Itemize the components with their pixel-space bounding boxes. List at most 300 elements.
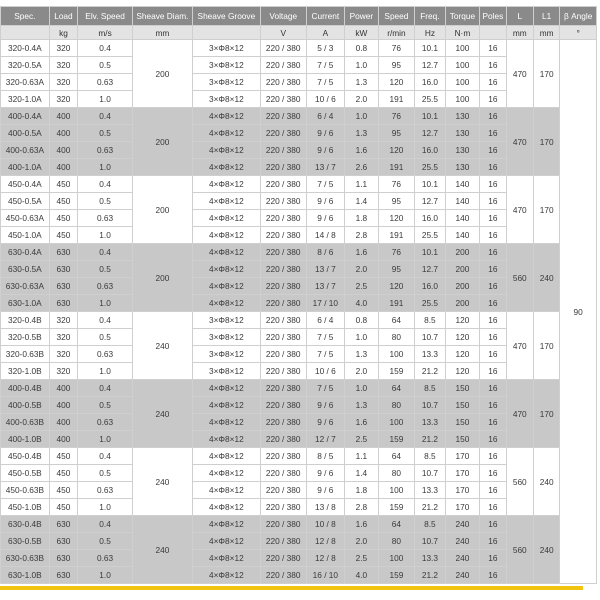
cell-spec: 450-1.0B [1, 499, 50, 516]
cell-speed: 0.63 [78, 278, 133, 295]
cell-freq: 16.0 [415, 74, 445, 91]
cell-rpm: 191 [378, 295, 415, 312]
cell-voltage: 220 / 380 [260, 431, 306, 448]
cell-length-l1: 170 [533, 40, 559, 108]
cell-length-l1: 170 [533, 312, 559, 380]
cell-freq: 8.5 [415, 448, 445, 465]
cell-current: 5 / 3 [306, 40, 345, 57]
cell-sheave-groove: 3×Φ8×12 [192, 57, 260, 74]
cell-speed: 0.4 [78, 176, 133, 193]
cell-current: 8 / 5 [306, 448, 345, 465]
cell-freq: 25.5 [415, 159, 445, 176]
column-header: L [506, 7, 533, 26]
table-row [1, 176, 597, 193]
cell-load: 450 [49, 193, 77, 210]
cell-sheave-groove: 3×Φ8×12 [192, 346, 260, 363]
cell-freq: 8.5 [415, 516, 445, 533]
cell-sheave-groove: 3×Φ8×12 [192, 40, 260, 57]
cell-current: 9 / 6 [306, 397, 345, 414]
cell-freq: 12.7 [415, 193, 445, 210]
cell-speed: 1.0 [78, 159, 133, 176]
unit-label [1, 26, 50, 40]
cell-voltage: 220 / 380 [260, 448, 306, 465]
cell-freq: 25.5 [415, 227, 445, 244]
cell-rpm: 159 [378, 363, 415, 380]
cell-power: 1.3 [345, 397, 379, 414]
cell-load: 630 [49, 550, 77, 567]
column-header: L1 [533, 7, 559, 26]
cell-sheave-groove: 4×Φ8×12 [192, 414, 260, 431]
cell-poles: 16 [480, 278, 506, 295]
cell-length-l: 560 [506, 244, 533, 312]
cell-load: 630 [49, 533, 77, 550]
cell-voltage: 220 / 380 [260, 40, 306, 57]
cell-rpm: 95 [378, 261, 415, 278]
cell-power: 1.3 [345, 125, 379, 142]
cell-rpm: 80 [378, 329, 415, 346]
cell-load: 450 [49, 465, 77, 482]
cell-torque: 170 [445, 465, 480, 482]
cell-poles: 16 [480, 176, 506, 193]
cell-speed: 0.4 [78, 516, 133, 533]
table-row [1, 40, 597, 57]
cell-torque: 100 [445, 40, 480, 57]
cell-torque: 240 [445, 516, 480, 533]
cell-speed: 0.5 [78, 329, 133, 346]
column-header: β Angle [560, 7, 597, 26]
cell-voltage: 220 / 380 [260, 261, 306, 278]
cell-rpm: 80 [378, 533, 415, 550]
cell-speed: 1.0 [78, 295, 133, 312]
cell-voltage: 220 / 380 [260, 533, 306, 550]
cell-freq: 10.1 [415, 108, 445, 125]
cell-length-l1: 170 [533, 176, 559, 244]
cell-current: 8 / 6 [306, 244, 345, 261]
cell-freq: 12.7 [415, 57, 445, 74]
cell-spec: 320-0.5B [1, 329, 50, 346]
cell-spec: 630-0.63A [1, 278, 50, 295]
cell-current: 12 / 8 [306, 533, 345, 550]
table-row [1, 244, 597, 261]
units-row [1, 26, 597, 40]
cell-spec: 400-0.4B [1, 380, 50, 397]
cell-sheave-groove: 3×Φ8×12 [192, 363, 260, 380]
cell-sheave-groove: 4×Φ8×12 [192, 533, 260, 550]
cell-length-l: 560 [506, 448, 533, 516]
cell-power: 1.0 [345, 57, 379, 74]
cell-sheave-groove: 4×Φ8×12 [192, 108, 260, 125]
cell-power: 1.6 [345, 142, 379, 159]
cell-torque: 100 [445, 57, 480, 74]
cell-speed: 0.4 [78, 244, 133, 261]
cell-rpm: 120 [378, 142, 415, 159]
cell-poles: 16 [480, 499, 506, 516]
cell-length-l1: 240 [533, 244, 559, 312]
column-header: Voltage [260, 7, 306, 26]
column-header: Elv. Speed [78, 7, 133, 26]
cell-current: 16 / 10 [306, 567, 345, 584]
cell-load: 320 [49, 91, 77, 108]
cell-sheave-groove: 4×Φ8×12 [192, 550, 260, 567]
column-header: Sheave Groove [192, 7, 260, 26]
cell-torque: 120 [445, 346, 480, 363]
cell-sheave-groove: 4×Φ8×12 [192, 431, 260, 448]
cell-freq: 12.7 [415, 125, 445, 142]
cell-poles: 16 [480, 40, 506, 57]
column-header: Current [306, 7, 345, 26]
cell-torque: 100 [445, 74, 480, 91]
cell-torque: 100 [445, 91, 480, 108]
cell-load: 320 [49, 74, 77, 91]
cell-poles: 16 [480, 159, 506, 176]
cell-spec: 630-1.0B [1, 567, 50, 584]
cell-power: 1.0 [345, 108, 379, 125]
cell-freq: 8.5 [415, 380, 445, 397]
cell-spec: 450-0.4B [1, 448, 50, 465]
cell-sheave-diam: 200 [132, 108, 192, 176]
cell-freq: 10.7 [415, 397, 445, 414]
cell-voltage: 220 / 380 [260, 380, 306, 397]
cell-poles: 16 [480, 227, 506, 244]
cell-load: 400 [49, 108, 77, 125]
cell-power: 2.8 [345, 499, 379, 516]
cell-spec: 320-0.5A [1, 57, 50, 74]
cell-poles: 16 [480, 295, 506, 312]
cell-current: 12 / 8 [306, 550, 345, 567]
cell-voltage: 220 / 380 [260, 482, 306, 499]
cell-load: 400 [49, 414, 77, 431]
cell-poles: 16 [480, 193, 506, 210]
cell-spec: 630-0.4B [1, 516, 50, 533]
cell-sheave-groove: 4×Φ8×12 [192, 499, 260, 516]
cell-speed: 0.63 [78, 482, 133, 499]
cell-sheave-groove: 4×Φ8×12 [192, 567, 260, 584]
cell-spec: 400-0.63A [1, 142, 50, 159]
cell-poles: 16 [480, 74, 506, 91]
cell-load: 630 [49, 295, 77, 312]
cell-spec: 450-0.5A [1, 193, 50, 210]
table-row [1, 312, 597, 329]
cell-sheave-groove: 4×Φ8×12 [192, 227, 260, 244]
cell-power: 2.0 [345, 261, 379, 278]
cell-torque: 170 [445, 448, 480, 465]
column-header: Torque [445, 7, 480, 26]
cell-poles: 16 [480, 125, 506, 142]
cell-voltage: 220 / 380 [260, 227, 306, 244]
cell-speed: 1.0 [78, 567, 133, 584]
cell-speed: 1.0 [78, 91, 133, 108]
cell-speed: 0.5 [78, 193, 133, 210]
cell-speed: 0.63 [78, 142, 133, 159]
cell-spec: 630-0.4A [1, 244, 50, 261]
cell-speed: 0.63 [78, 550, 133, 567]
cell-torque: 150 [445, 397, 480, 414]
cell-rpm: 64 [378, 380, 415, 397]
spec-table [0, 6, 597, 584]
unit-label: Hz [415, 26, 445, 40]
cell-spec: 450-0.63B [1, 482, 50, 499]
cell-beta-angle: 90 [560, 40, 597, 584]
column-header: Power [345, 7, 379, 26]
cell-voltage: 220 / 380 [260, 550, 306, 567]
cell-poles: 16 [480, 57, 506, 74]
cell-poles: 16 [480, 312, 506, 329]
cell-speed: 0.5 [78, 533, 133, 550]
cell-torque: 120 [445, 329, 480, 346]
cell-spec: 400-0.5B [1, 397, 50, 414]
cell-sheave-groove: 4×Φ8×12 [192, 244, 260, 261]
cell-sheave-groove: 4×Φ8×12 [192, 210, 260, 227]
cell-torque: 130 [445, 159, 480, 176]
cell-voltage: 220 / 380 [260, 516, 306, 533]
cell-poles: 16 [480, 363, 506, 380]
column-header: Poles [480, 7, 506, 26]
cell-speed: 0.5 [78, 261, 133, 278]
cell-sheave-groove: 4×Φ8×12 [192, 516, 260, 533]
cell-rpm: 100 [378, 414, 415, 431]
cell-spec: 320-1.0A [1, 91, 50, 108]
cell-spec: 320-0.4B [1, 312, 50, 329]
cell-torque: 120 [445, 363, 480, 380]
cell-load: 320 [49, 57, 77, 74]
cell-spec: 400-1.0A [1, 159, 50, 176]
cell-voltage: 220 / 380 [260, 57, 306, 74]
cell-power: 2.0 [345, 363, 379, 380]
cell-voltage: 220 / 380 [260, 465, 306, 482]
cell-freq: 21.2 [415, 431, 445, 448]
cell-freq: 16.0 [415, 278, 445, 295]
cell-load: 400 [49, 142, 77, 159]
unit-label: kg [49, 26, 77, 40]
cell-rpm: 76 [378, 40, 415, 57]
cell-speed: 0.4 [78, 448, 133, 465]
cell-current: 9 / 6 [306, 465, 345, 482]
cell-rpm: 120 [378, 278, 415, 295]
cell-torque: 140 [445, 210, 480, 227]
cell-voltage: 220 / 380 [260, 125, 306, 142]
cell-rpm: 100 [378, 550, 415, 567]
cell-current: 10 / 8 [306, 516, 345, 533]
cell-spec: 630-0.63B [1, 550, 50, 567]
cell-current: 14 / 8 [306, 227, 345, 244]
cell-speed: 0.5 [78, 397, 133, 414]
cell-freq: 13.3 [415, 346, 445, 363]
cell-torque: 140 [445, 193, 480, 210]
cell-voltage: 220 / 380 [260, 499, 306, 516]
cell-power: 2.5 [345, 278, 379, 295]
cell-sheave-groove: 4×Φ8×12 [192, 380, 260, 397]
cell-rpm: 120 [378, 210, 415, 227]
cell-sheave-groove: 4×Φ8×12 [192, 397, 260, 414]
cell-sheave-diam: 200 [132, 176, 192, 244]
cell-power: 2.6 [345, 159, 379, 176]
cell-poles: 16 [480, 346, 506, 363]
cell-load: 400 [49, 380, 77, 397]
cell-sheave-groove: 4×Φ8×12 [192, 261, 260, 278]
cell-current: 17 / 10 [306, 295, 345, 312]
cell-freq: 21.2 [415, 567, 445, 584]
cell-rpm: 76 [378, 176, 415, 193]
cell-current: 10 / 6 [306, 363, 345, 380]
cell-power: 1.1 [345, 448, 379, 465]
cell-voltage: 220 / 380 [260, 210, 306, 227]
cell-rpm: 100 [378, 346, 415, 363]
cell-rpm: 95 [378, 125, 415, 142]
column-header: Sheave Diam. [132, 7, 192, 26]
cell-current: 6 / 4 [306, 312, 345, 329]
cell-rpm: 95 [378, 57, 415, 74]
cell-voltage: 220 / 380 [260, 312, 306, 329]
cell-speed: 0.4 [78, 380, 133, 397]
cell-torque: 130 [445, 108, 480, 125]
cell-current: 6 / 4 [306, 108, 345, 125]
cell-power: 2.0 [345, 91, 379, 108]
cell-freq: 16.0 [415, 142, 445, 159]
cell-current: 9 / 6 [306, 482, 345, 499]
cell-power: 1.3 [345, 74, 379, 91]
cell-sheave-groove: 4×Φ8×12 [192, 193, 260, 210]
cell-sheave-diam: 240 [132, 312, 192, 380]
table-row [1, 448, 597, 465]
cell-load: 630 [49, 516, 77, 533]
cell-torque: 200 [445, 295, 480, 312]
cell-rpm: 159 [378, 431, 415, 448]
cell-voltage: 220 / 380 [260, 363, 306, 380]
cell-power: 4.0 [345, 567, 379, 584]
cell-torque: 140 [445, 176, 480, 193]
table-row [1, 516, 597, 533]
cell-voltage: 220 / 380 [260, 159, 306, 176]
cell-poles: 16 [480, 533, 506, 550]
cell-rpm: 159 [378, 567, 415, 584]
cell-torque: 150 [445, 380, 480, 397]
cell-poles: 16 [480, 567, 506, 584]
cell-rpm: 76 [378, 108, 415, 125]
cell-load: 450 [49, 499, 77, 516]
cell-voltage: 220 / 380 [260, 567, 306, 584]
cell-load: 320 [49, 329, 77, 346]
cell-current: 10 / 6 [306, 91, 345, 108]
cell-sheave-groove: 4×Φ8×12 [192, 142, 260, 159]
cell-spec: 320-1.0B [1, 363, 50, 380]
cell-length-l1: 240 [533, 448, 559, 516]
cell-spec: 320-0.63B [1, 346, 50, 363]
cell-current: 7 / 5 [306, 176, 345, 193]
cell-voltage: 220 / 380 [260, 193, 306, 210]
cell-length-l1: 170 [533, 380, 559, 448]
cell-voltage: 220 / 380 [260, 74, 306, 91]
cell-poles: 16 [480, 380, 506, 397]
cell-poles: 16 [480, 142, 506, 159]
unit-label [192, 26, 260, 40]
cell-rpm: 100 [378, 482, 415, 499]
cell-sheave-diam: 240 [132, 516, 192, 584]
cell-rpm: 64 [378, 448, 415, 465]
cell-freq: 13.3 [415, 414, 445, 431]
cell-poles: 16 [480, 261, 506, 278]
cell-poles: 16 [480, 414, 506, 431]
cell-poles: 16 [480, 329, 506, 346]
cell-rpm: 64 [378, 312, 415, 329]
cell-power: 0.8 [345, 312, 379, 329]
cell-rpm: 159 [378, 499, 415, 516]
cell-torque: 120 [445, 312, 480, 329]
unit-label: A [306, 26, 345, 40]
cell-torque: 130 [445, 125, 480, 142]
cell-length-l: 560 [506, 516, 533, 584]
cell-rpm: 76 [378, 244, 415, 261]
cell-power: 2.8 [345, 227, 379, 244]
column-header: Spec. [1, 7, 50, 26]
cell-rpm: 120 [378, 74, 415, 91]
cell-sheave-groove: 3×Φ8×12 [192, 74, 260, 91]
cell-torque: 240 [445, 567, 480, 584]
cell-speed: 0.4 [78, 312, 133, 329]
cell-spec: 450-1.0A [1, 227, 50, 244]
cell-sheave-diam: 240 [132, 448, 192, 516]
cell-length-l1: 240 [533, 516, 559, 584]
cell-voltage: 220 / 380 [260, 142, 306, 159]
cell-length-l1: 170 [533, 108, 559, 176]
cell-power: 0.8 [345, 40, 379, 57]
cell-poles: 16 [480, 210, 506, 227]
cell-length-l: 470 [506, 380, 533, 448]
cell-current: 9 / 6 [306, 210, 345, 227]
cell-power: 2.0 [345, 533, 379, 550]
cell-sheave-groove: 4×Φ8×12 [192, 465, 260, 482]
cell-speed: 0.4 [78, 40, 133, 57]
unit-label: mm [132, 26, 192, 40]
cell-current: 7 / 5 [306, 74, 345, 91]
cell-rpm: 64 [378, 516, 415, 533]
cell-load: 630 [49, 278, 77, 295]
cell-spec: 450-0.63A [1, 210, 50, 227]
cell-power: 2.5 [345, 431, 379, 448]
cell-rpm: 80 [378, 465, 415, 482]
cell-torque: 130 [445, 142, 480, 159]
cell-sheave-diam: 200 [132, 244, 192, 312]
unit-label: kW [345, 26, 379, 40]
cell-speed: 0.5 [78, 465, 133, 482]
cell-speed: 1.0 [78, 431, 133, 448]
cell-sheave-groove: 4×Φ8×12 [192, 176, 260, 193]
cell-load: 400 [49, 397, 77, 414]
cell-rpm: 191 [378, 159, 415, 176]
cell-torque: 140 [445, 227, 480, 244]
cell-power: 1.3 [345, 346, 379, 363]
cell-load: 630 [49, 567, 77, 584]
cell-voltage: 220 / 380 [260, 244, 306, 261]
cell-voltage: 220 / 380 [260, 108, 306, 125]
cell-freq: 10.1 [415, 176, 445, 193]
cell-sheave-groove: 4×Φ8×12 [192, 159, 260, 176]
column-header: Freq. [415, 7, 445, 26]
cell-sheave-groove: 4×Φ8×12 [192, 482, 260, 499]
unit-label: mm [506, 26, 533, 40]
cell-current: 13 / 8 [306, 499, 345, 516]
cell-freq: 8.5 [415, 312, 445, 329]
cell-load: 400 [49, 125, 77, 142]
cell-speed: 1.0 [78, 227, 133, 244]
cell-sheave-groove: 4×Φ8×12 [192, 295, 260, 312]
cell-load: 450 [49, 176, 77, 193]
cell-sheave-groove: 4×Φ8×12 [192, 448, 260, 465]
unit-label [480, 26, 506, 40]
cell-power: 1.0 [345, 380, 379, 397]
cell-freq: 25.5 [415, 295, 445, 312]
unit-label: V [260, 26, 306, 40]
cell-power: 1.6 [345, 516, 379, 533]
